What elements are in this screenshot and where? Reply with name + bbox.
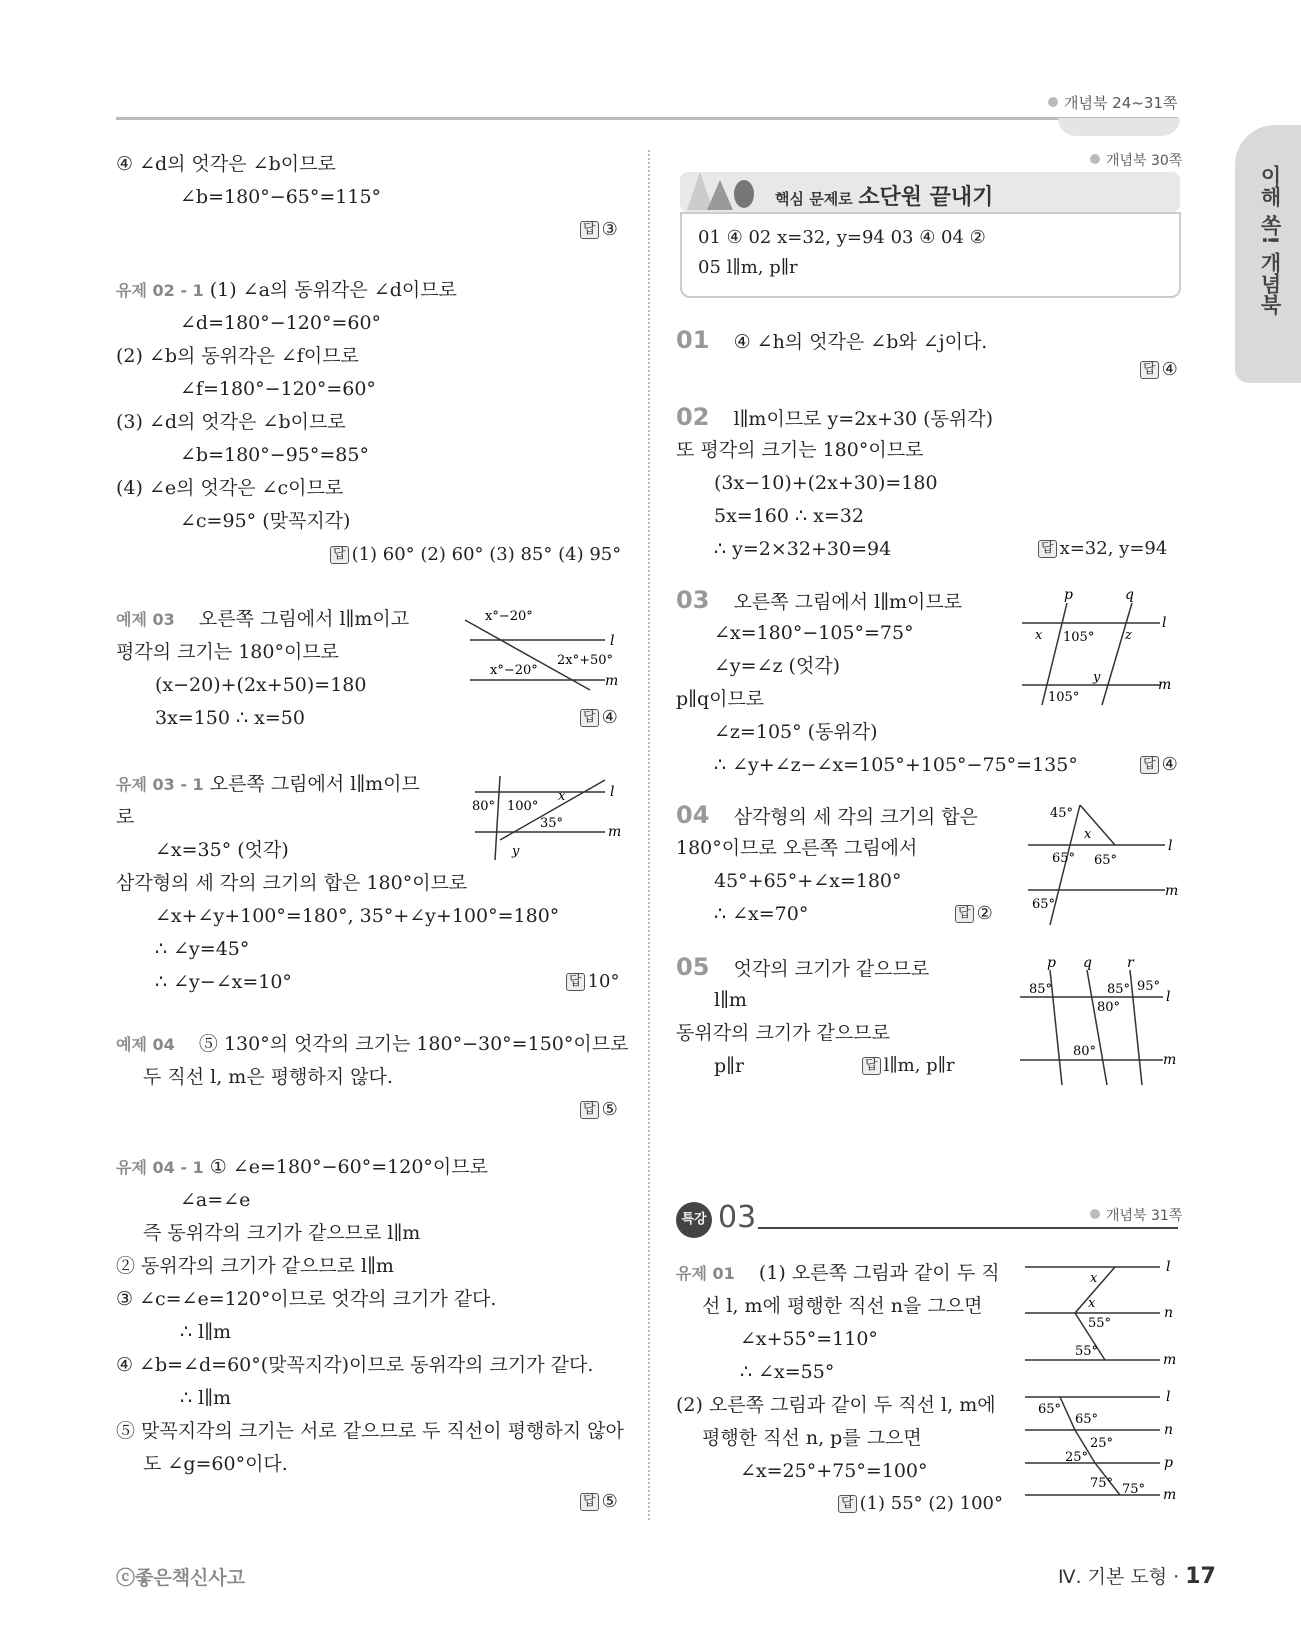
answer [580,218,618,242]
answer-mark-icon: 답 [580,1101,599,1119]
svg-text:l: l [1166,1259,1171,1275]
figure-s01-1 [1020,1255,1185,1370]
text-line: l∥m이므로 y=2x+30 (동위각) [733,408,994,430]
text-line: ① ∠e=180°−60°=120°이므로 [209,1156,488,1178]
answer [580,1098,618,1122]
svg-text:65°: 65° [1075,1412,1099,1427]
svg-text:x°−20°: x°−20° [490,663,538,678]
text-line: l∥m [714,989,747,1011]
answer-mark-icon: 답 [580,221,599,239]
svg-text:m: m [1163,1052,1177,1068]
text-line: ④ ∠h의 엇각은 ∠b와 ∠j이다. [733,331,988,353]
svg-text:l: l [610,633,615,649]
svg-text:m: m [1163,1352,1177,1368]
answer-value: 10° [587,971,620,992]
text-line: ∠y=∠z (엇각) [714,655,841,677]
svg-text:x: x [558,789,566,804]
svg-text:2x°+50°: 2x°+50° [557,653,614,668]
column-divider [648,150,650,1520]
svg-text:105°: 105° [1048,690,1080,705]
text-line: ∠x=25°+75°=100° [740,1460,928,1482]
answer-value: ④ [1161,359,1178,380]
text-line: ⑤ 130°의 엇각의 크기는 180°−30°=150°이므로 [198,1033,629,1055]
text-line: 삼각형의 세 각의 크기의 합은 [733,806,978,828]
problem-label: 유제 02 - 1 [116,281,204,300]
svg-text:l: l [610,784,615,800]
text-line: ∴ ∠y=45° [155,938,250,960]
text-line: ∠x=180°−105°=75° [714,622,914,644]
svg-text:65°: 65° [1052,851,1076,866]
header-wave [1058,118,1180,136]
svg-text:35°: 35° [540,816,564,831]
problem-line [676,405,993,431]
answer [580,706,618,730]
text-line: (1) ∠a의 동위각은 ∠d이므로 [209,279,457,301]
problem-number: 01 [676,326,710,354]
text-line: 평각의 크기는 180°이므로 [116,641,340,663]
text-line: ∠z=105° (동위각) [714,721,878,743]
problem-number: 05 [676,953,710,981]
text-line: ∴ ∠y+∠z−∠x=105°+105°−75°=135° [714,754,1078,776]
problem-line [116,772,420,797]
problem-line [116,1032,628,1057]
answer-mark-icon: 답 [1038,540,1057,558]
special-number: 03 [718,1200,757,1235]
svg-text:m: m [1158,677,1172,693]
figure-ex03-1 [470,770,630,865]
svg-text:x: x [1090,1271,1098,1286]
answer-mark-icon: 답 [330,546,349,564]
banner-title [775,180,993,211]
svg-text:100°: 100° [507,799,539,814]
text-line: ④ ∠b=∠d=60°(맞꼭지각)이므로 동위각의 크기가 같다. [116,1354,594,1376]
svg-text:p: p [1064,587,1073,603]
text-line: (2) 오른쪽 그림과 같이 두 직선 l, m에 [676,1394,996,1416]
text-line: 평행한 직선 n, p를 그으면 [702,1427,922,1449]
text-line: ∠b=180°−95°=85° [180,444,369,466]
text-line: ④ ∠d의 엇각은 ∠b이므로 [116,153,336,175]
svg-text:l: l [1166,1389,1171,1405]
svg-text:25°: 25° [1065,1450,1089,1465]
text-line: 5x=160 ∴ x=32 [714,505,864,527]
text-line: ∠x=35° (엇각) [155,839,289,861]
special-rule [758,1227,1178,1229]
text-line: (x−20)+(2x+50)=180 [155,674,367,696]
svg-text:y: y [1093,670,1101,685]
answer [566,970,619,994]
svg-text:p: p [1164,1455,1173,1471]
figure-s01-2 [1020,1385,1185,1505]
chapter-name: Ⅳ. 기본 도형 [1058,1566,1168,1588]
problem-number: 04 [676,801,710,829]
text-line: 즉 동위각의 크기가 같으므로 l∥m [143,1222,421,1244]
answer-value: (1) 60° (2) 60° (3) 85° (4) 95° [351,544,622,565]
problem-line [676,1261,1000,1286]
svg-text:m: m [605,673,619,689]
header-rule [116,117,1178,120]
problem-number: 03 [676,586,710,614]
banner-big: 소단원 끝내기 [858,185,994,210]
answer [862,1054,955,1078]
answer [580,1490,618,1514]
answer-mark-icon: 답 [1140,756,1159,774]
text-line: 두 직선 l, m은 평행하지 않다. [143,1066,393,1088]
svg-text:p: p [1047,955,1056,971]
svg-text:l: l [1162,615,1167,631]
answer-mark-icon: 답 [838,1495,857,1513]
answer [838,1492,1003,1516]
svg-text:65°: 65° [1038,1402,1062,1417]
text-line: 오른쪽 그림에서 l∥m이므 [209,773,420,795]
page-ref: 개념북 31쪽 [1090,1205,1182,1225]
text-line: ∠a=∠e [180,1189,251,1211]
svg-text:65°: 65° [1094,853,1118,868]
tree-icon [682,160,762,215]
svg-text:l: l [1168,838,1173,854]
svg-text:y: y [512,844,520,859]
svg-text:55°: 55° [1075,1344,1099,1359]
svg-text:m: m [608,824,622,840]
text-line: 오른쪽 그림에서 l∥m이고 [198,608,410,630]
problem-line [676,803,978,829]
text-line: ∴ ∠x=55° [740,1361,835,1383]
svg-text:x: x [1035,628,1043,643]
text-line: ⑤ 맞꼭지각의 크기는 서로 같으므로 두 직선이 평행하지 않아 [116,1420,624,1442]
answer-mark-icon: 답 [580,1493,599,1511]
svg-text:85°: 85° [1107,982,1131,997]
text-line: (2) ∠b의 동위각은 ∠f이므로 [116,345,359,367]
answer-value: ⑤ [601,1099,618,1120]
text-line: ③ ∠c=∠e=120°이므로 엇각의 크기가 같다. [116,1288,497,1310]
text-line: 로 [116,806,135,828]
problem-line [116,278,457,303]
text-line: (4) ∠e의 엇각은 ∠c이므로 [116,477,344,499]
svg-text:z: z [1125,628,1132,643]
answer-mark-icon: 답 [955,905,974,923]
svg-text:m: m [1165,883,1179,899]
svg-text:95°: 95° [1137,979,1161,994]
svg-text:n: n [1164,1305,1174,1321]
publisher-logo: ⓒ좋은책신사고 [116,1567,246,1589]
figure-q03 [1020,585,1185,715]
text-line: ∠d=180°−120°=60° [180,312,382,334]
special-badge: 특강 [676,1202,712,1238]
problem-line [116,1155,488,1180]
text-line: 동위각의 크기가 같으므로 [676,1022,890,1044]
svg-text:80°: 80° [1073,1044,1097,1059]
svg-text:85°: 85° [1029,982,1053,997]
svg-text:105°: 105° [1063,630,1095,645]
text-line: (3x−10)+(2x+30)=180 [714,472,938,494]
text-line: 삼각형의 세 각의 크기의 합은 180°이므로 [116,872,468,894]
svg-text:75°: 75° [1090,1476,1114,1491]
problem-line [676,328,987,354]
problem-line [676,955,929,981]
header-page-ref: 개념북 24~31쪽 [1048,92,1177,113]
figure-ex03 [460,600,630,695]
text-line: ∠x+∠y+100°=180°, 35°+∠y+100°=180° [155,905,560,927]
answer-summary-box [680,212,1181,298]
text-line: ∴ l∥m [180,1321,231,1343]
answer-summary-line: 01 ④ 02 x=32, y=94 03 ④ 04 ② [698,227,986,248]
page-number: 17 [1185,1564,1216,1589]
text-line: 또 평각의 크기는 180°이므로 [676,439,924,461]
svg-text:q: q [1125,587,1134,603]
figure-q04 [1020,800,1185,930]
svg-text:l: l [1166,989,1171,1005]
answer-value: ③ [601,219,618,240]
text-line: ② 동위각의 크기가 같으므로 l∥m [116,1255,394,1277]
text-line: ∠b=180°−65°=115° [180,186,382,208]
svg-text:55°: 55° [1088,1316,1112,1331]
problem-label: 유제 03 - 1 [116,775,204,794]
answer [1140,753,1178,777]
answer [955,902,993,926]
answer-value: ④ [601,707,618,728]
svg-text:75°: 75° [1122,1482,1146,1497]
text-line: p∥r [714,1055,745,1077]
text-line: 엇각의 크기가 같으므로 [733,958,930,980]
text-line: ∴ ∠y−∠x=10° [155,971,292,993]
svg-text:x: x [1088,1296,1096,1311]
problem-line [676,588,962,614]
text-line: p∥q이므로 [676,688,765,710]
svg-text:q: q [1083,955,1092,971]
answer-value: ④ [1161,754,1178,775]
answer-value: ② [976,903,993,924]
svg-text:45°: 45° [1050,806,1074,821]
svg-text:x: x [1084,827,1092,842]
answer-mark-icon: 답 [1140,361,1159,379]
figure-q05 [1015,955,1185,1090]
svg-text:80°: 80° [472,799,496,814]
text-line: ∠f=180°−120°=60° [180,378,376,400]
text-line: 180°이므로 오른쪽 그림에서 [676,837,918,859]
answer-value: ⑤ [601,1491,618,1512]
svg-text:r: r [1127,955,1134,971]
problem-number: 02 [676,403,710,431]
text-line: ∠c=95° (맞꼭지각) [180,510,351,532]
svg-text:25°: 25° [1090,1436,1114,1451]
svg-text:80°: 80° [1097,1000,1121,1015]
text-line: 선 l, m에 평행한 직선 n을 그으면 [702,1295,983,1317]
problem-label: 예제 03 [116,610,175,629]
banner-small: 핵심 문제로 [775,190,853,208]
svg-text:m: m [1163,1487,1177,1503]
svg-text:x°−20°: x°−20° [485,609,533,624]
text-line: ∴ l∥m [180,1387,231,1409]
page-ref: 개념북 30쪽 [1090,150,1182,170]
svg-text:n: n [1164,1422,1174,1438]
text-line: (3) ∠d의 엇각은 ∠b이므로 [116,411,346,433]
answer-mark-icon: 답 [580,709,599,727]
answer [1140,358,1178,382]
problem-label: 유제 04 - 1 [116,1158,204,1177]
answer-value: x=32, y=94 [1059,538,1168,559]
footer-chapter: Ⅳ. 기본 도형 · 17 [1058,1564,1216,1589]
answer-mark-icon: 답 [566,973,585,991]
text-line: ∠x+55°=110° [740,1328,878,1350]
text-line: ∴ ∠x=70° [714,903,809,925]
problem-label: 유제 01 [676,1264,735,1283]
side-tab-label: 이해 쏙! 개념북 [1258,165,1282,316]
svg-text:65°: 65° [1032,897,1056,912]
text-line: 오른쪽 그림에서 l∥m이므로 [733,591,963,613]
answer-value: (1) 55° (2) 100° [859,1493,1003,1514]
answer-value: l∥m, p∥r [883,1055,955,1076]
text-line: (1) 오른쪽 그림과 같이 두 직 [758,1262,1000,1284]
text-line: 도 ∠g=60°이다. [143,1453,288,1475]
text-line: 3x=150 ∴ x=50 [155,707,305,729]
text-line: 45°+65°+∠x=180° [714,870,902,892]
answer-mark-icon: 답 [862,1057,881,1075]
text-line: ∴ y=2×32+30=94 [714,538,892,560]
problem-label: 예제 04 [116,1035,175,1054]
answer [1038,537,1167,561]
answer-summary-line: 05 l∥m, p∥r [698,257,798,278]
answer [330,543,621,567]
problem-line [116,607,409,632]
